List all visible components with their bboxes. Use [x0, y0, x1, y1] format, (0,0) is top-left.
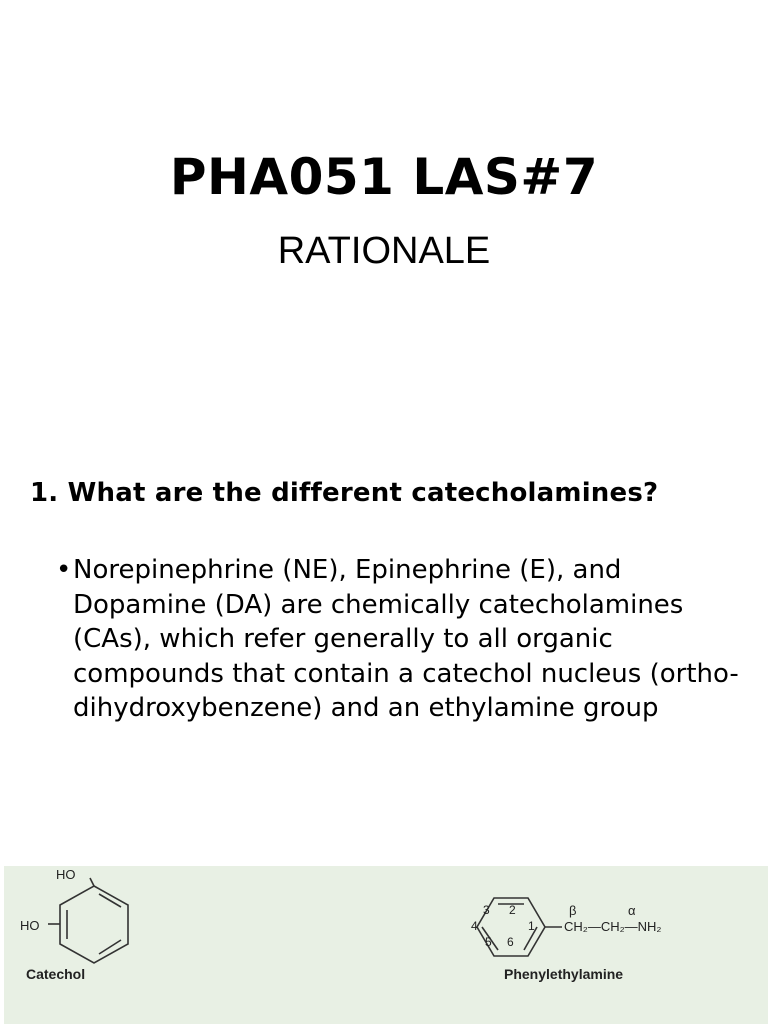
bullet-marker: • — [56, 555, 72, 585]
alpha-label: α — [628, 903, 636, 918]
ring-number-1: 1 — [528, 919, 535, 933]
ring-number-2: 2 — [509, 903, 516, 917]
structure-figure-panel — [4, 866, 768, 1024]
catechol-ho-top: HO — [56, 867, 76, 882]
question-heading: 1. What are the different catecholamines? — [30, 478, 659, 508]
catechol-label: Catechol — [26, 966, 86, 982]
slide-title: PHA051 LAS#7 — [169, 148, 599, 206]
ring-number-5: 5 — [485, 935, 492, 949]
structure-drawing — [4, 866, 768, 1024]
slide-subtitle: RATIONALE — [277, 230, 491, 272]
catechol-ho-left: HO — [20, 918, 40, 933]
ring-number-4: 4 — [471, 919, 478, 933]
beta-label: β — [569, 903, 577, 918]
ring-number-3: 3 — [483, 903, 490, 917]
catechol-ring — [48, 878, 128, 963]
phenylethylamine-label: Phenylethylamine — [504, 966, 624, 982]
bullet-item — [56, 553, 746, 726]
ring-number-6: 6 — [507, 935, 514, 949]
ethylamine-chain: CH₂—CH₂—NH₂ — [564, 919, 662, 934]
bullet-text: Norepinephrine (NE), Epinephrine (E), and Dopamine (DA) are chemically catecholamines (CAs), which refer generally to all organic compounds that contain a catechol nucleus (ortho-dihydroxybenzene) and an ethylamine group — [73, 555, 739, 723]
